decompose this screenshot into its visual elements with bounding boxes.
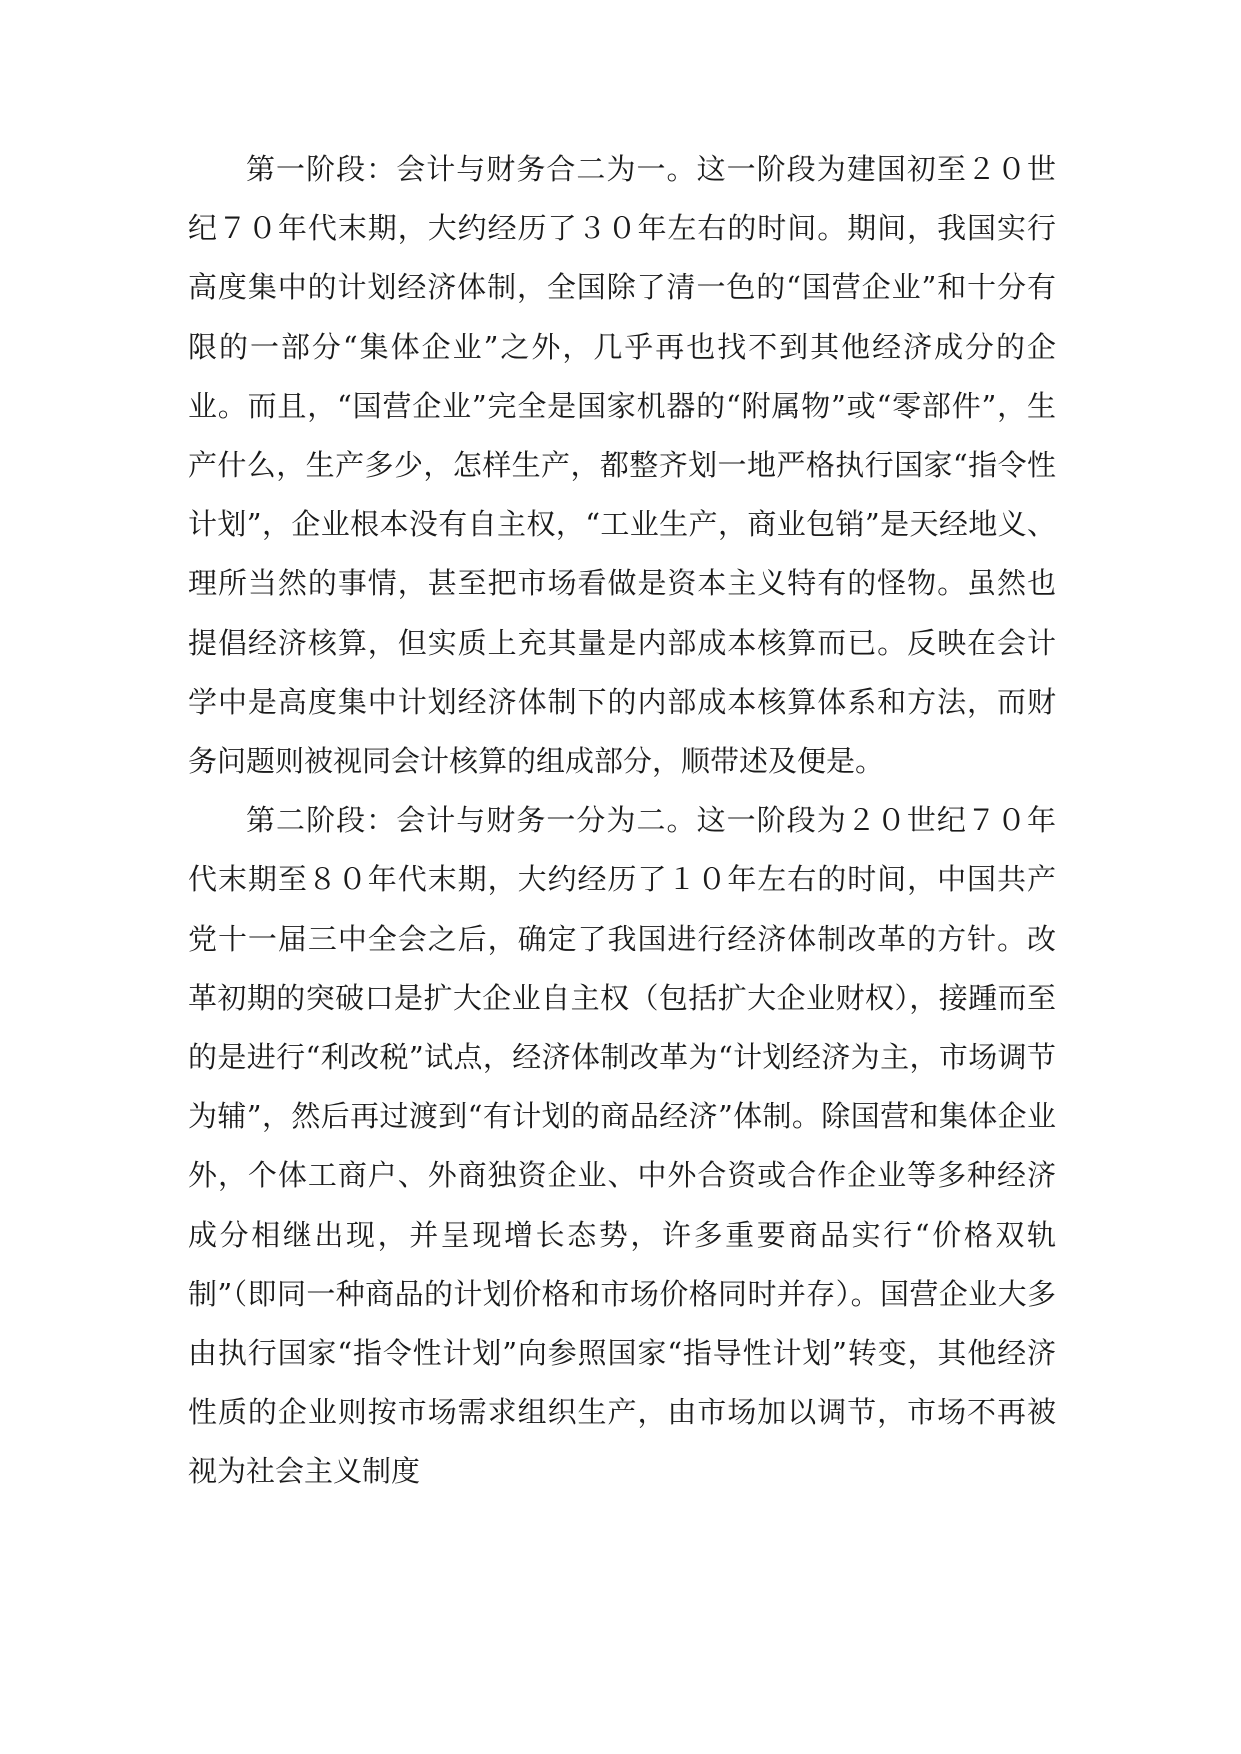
paragraph-stage-one: 第一阶段：会计与财务合二为一。这一阶段为建国初至２０世纪７０年代末期，大约经历了３０年左右的时间。期间，我国实行高度集中的计划经济体制，全国除了清一色的“国营企业”和十分有限的一部分“集体企业”之外，几乎再也找不到其他经济成分的企业。而且，“国营企业”完全是国家机器的“附属物”或“零部件”，生产什么，生产多少，怎样生产，都整齐划一地严格执行国家“指令性计划”，企业根本没有自主权，“工业生产，商业包销”是天经地义、理所当然的事情，甚至把市场看做是资本主义特有的怪物。虽然也提倡经济核算，但实质上充其量是内部成本核算而已。反映在会计学中是高度集中计划经济体制下的内部成本核算体系和方法，而财务问题则被视同会计核算的组成部分，顺带述及便是。 — [188, 152, 1056, 779]
paragraph-stage-two: 第二阶段：会计与财务一分为二。这一阶段为２０世纪７０年代末期至８０年代末期，大约经历了１０年左右的时间，中国共产党十一届三中全会之后，确定了我国进行经济体制改革的方针。改革初期的突破口是扩大企业自主权（包括扩大企业财权），接踵而至的是进行“利改税”试点，经济体制改革为“计划经济为主，市场调节为辅”，然后再过渡到“有计划的商品经济”体制。除国营和集体企业外，个体工商户、外商独资企业、中外合资或合作企业等多种经济成分相继出现，并呈现增长态势，许多重要商品实行“价格双轨制”（即同一种商品的计划价格和市场价格同时并存）。国营企业大多由执行国家“指令性计划”向参照国家“指导性计划”转变，其他经济性质的企业则按市场需求组织生产，由市场加以调节，市场不再被视为社会主义制度 — [188, 803, 1056, 1489]
document-page — [188, 140, 1056, 1502]
